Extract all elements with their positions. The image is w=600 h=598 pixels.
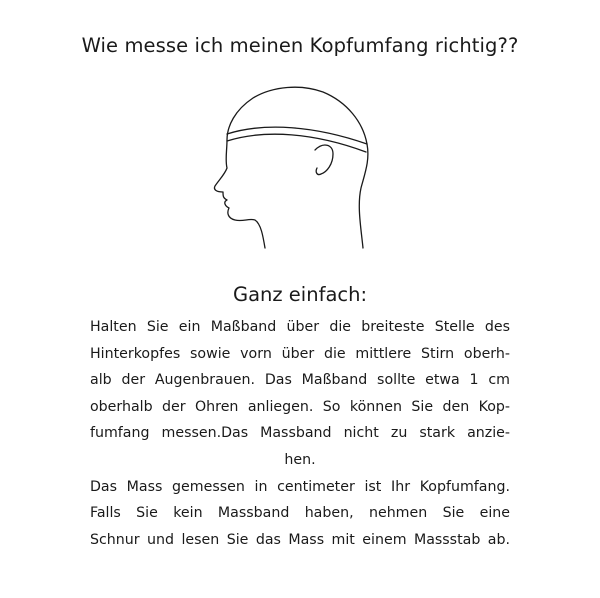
head-profile-with-measuring-band-icon	[205, 78, 395, 268]
instruction-line: hen.	[284, 451, 316, 468]
instructions-text	[90, 314, 510, 553]
instruction-line: Hinterkopfes sowie vorn über die mittlere Stirn oberh-	[90, 345, 510, 362]
head-outline	[214, 87, 367, 248]
instruction-line: Schnur und lesen Sie das Mass mit einem Massstab ab.	[90, 531, 510, 548]
instruction-line: oberhalb der Ohren anliegen. So können Sie den Kop-	[90, 398, 510, 415]
instruction-line: alb der Augenbrauen. Das Maßband sollte etwa 1 cm	[90, 372, 510, 389]
instruction-line: Falls Sie kein Massband haben, nehmen Sie eine	[90, 505, 510, 522]
page-title: Wie messe ich meinen Kopfumfang richtig??	[81, 34, 519, 57]
instruction-line: Halten Sie ein Maßband über die breiteste Stelle des	[90, 319, 510, 335]
head-profile-figure	[205, 78, 395, 268]
instruction-line: fumfang messen.Das Massband nicht zu stark anzie-	[90, 425, 510, 442]
ear-outline	[315, 145, 333, 174]
instruction-line: Das Mass gemessen in centimeter ist Ihr Kopfumfang.	[90, 478, 510, 495]
subheading: Ganz einfach:	[232, 283, 368, 306]
